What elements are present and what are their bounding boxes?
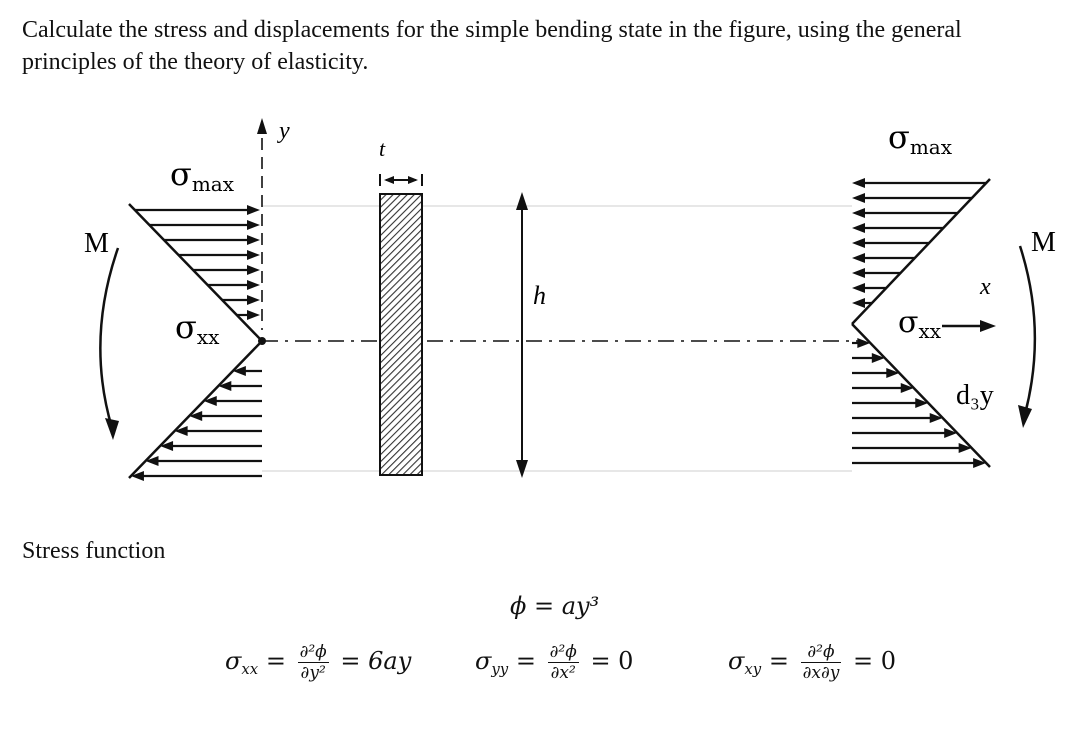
d3y-label: d₃y <box>956 380 994 411</box>
left-stress-arrow-head <box>247 265 260 275</box>
beam-outline <box>262 206 852 471</box>
sigma-yy-equation: $\sigma_{yy}$ = $\frac{\text{∂²ϕ}}{\text{∂x²}}$ = 0 <box>475 642 634 683</box>
sigma-xy-equation: $\sigma_{xy}$ = $\frac{\text{∂²ϕ}}{\partial x\partial y}$ = 0 <box>728 642 897 683</box>
moment-right-label: M <box>1031 227 1056 258</box>
moment-left-arrowhead <box>105 418 119 440</box>
left-stress-arrow-head <box>247 220 260 230</box>
sigma-yy-symbol: $\sigma_{yy}$ <box>475 647 509 679</box>
problem-statement: Calculate the stress and displacements for the simple bending state in the figure, using the general principles of the theory of elasticity. <box>22 17 962 75</box>
left-stress-arrow-head <box>247 295 260 305</box>
y-axis-label: y <box>279 118 290 144</box>
left-stress-arrow-head <box>247 280 260 290</box>
right-stress-arrow-head <box>852 193 865 203</box>
height-dimension <box>516 192 528 478</box>
right-stress-arrow-head <box>852 268 865 278</box>
moment-right-arrowhead <box>1018 405 1032 428</box>
sigma-max-left-label: σmax <box>170 155 235 196</box>
stress-function-equation: ϕ = ay³ <box>510 592 600 620</box>
left-stress-arrow-head <box>247 205 260 215</box>
right-stress-arrow-head <box>852 178 865 188</box>
right-stress-arrow-head <box>852 208 865 218</box>
sigma-xy-fraction: $\frac{\text{∂²ϕ}}{\partial x\partial y}$ <box>802 642 840 683</box>
x-axis-arrow <box>942 320 996 332</box>
moment-left-arrow <box>100 248 118 428</box>
bending-figure <box>0 100 1085 500</box>
left-stress-arrow-head <box>247 310 260 320</box>
height-label: h <box>533 281 546 310</box>
sigma-xx-fraction: $\frac{\text{∂²ϕ}}{\text{∂y²}}$ <box>299 642 327 683</box>
sigma-yy-fraction: $\frac{\text{∂²ϕ}}{\text{∂x²}}$ <box>549 642 577 683</box>
sigma-xx-equation: $\sigma_{xx}$ = $\frac{\text{∂²ϕ}}{\text{∂y²}}$ = 6ay <box>225 642 412 683</box>
sigma-xx-right-label: $\sigma_{xx}$ <box>898 305 942 343</box>
moment-left-label: M <box>84 228 109 259</box>
sigma-max-right-label: σmax <box>888 118 953 159</box>
left-stress-arrow-head <box>247 235 260 245</box>
cross-section-strip <box>380 194 422 475</box>
right-stress-arrow-head <box>852 238 865 248</box>
moment-right-arrow <box>1020 246 1035 414</box>
sigma-xy-symbol: $\sigma_{xy}$ <box>728 647 762 679</box>
sigma-xx-symbol: $\sigma_{xx}$ <box>225 647 259 679</box>
right-stress-arrow-head <box>852 253 865 263</box>
y-axis-arrowhead <box>257 118 267 134</box>
x-axis-label: x <box>980 274 991 300</box>
left-stress-arrow-head <box>247 250 260 260</box>
sigma-xx-left-label: σxx <box>175 308 220 349</box>
right-stress-arrow-head <box>852 298 865 308</box>
thickness-label: t <box>379 136 386 161</box>
right-stress-arrow-head <box>852 283 865 293</box>
right-stress-arrow-head <box>852 223 865 233</box>
section-heading: Stress function <box>22 538 166 564</box>
thickness-dimension <box>380 174 422 186</box>
